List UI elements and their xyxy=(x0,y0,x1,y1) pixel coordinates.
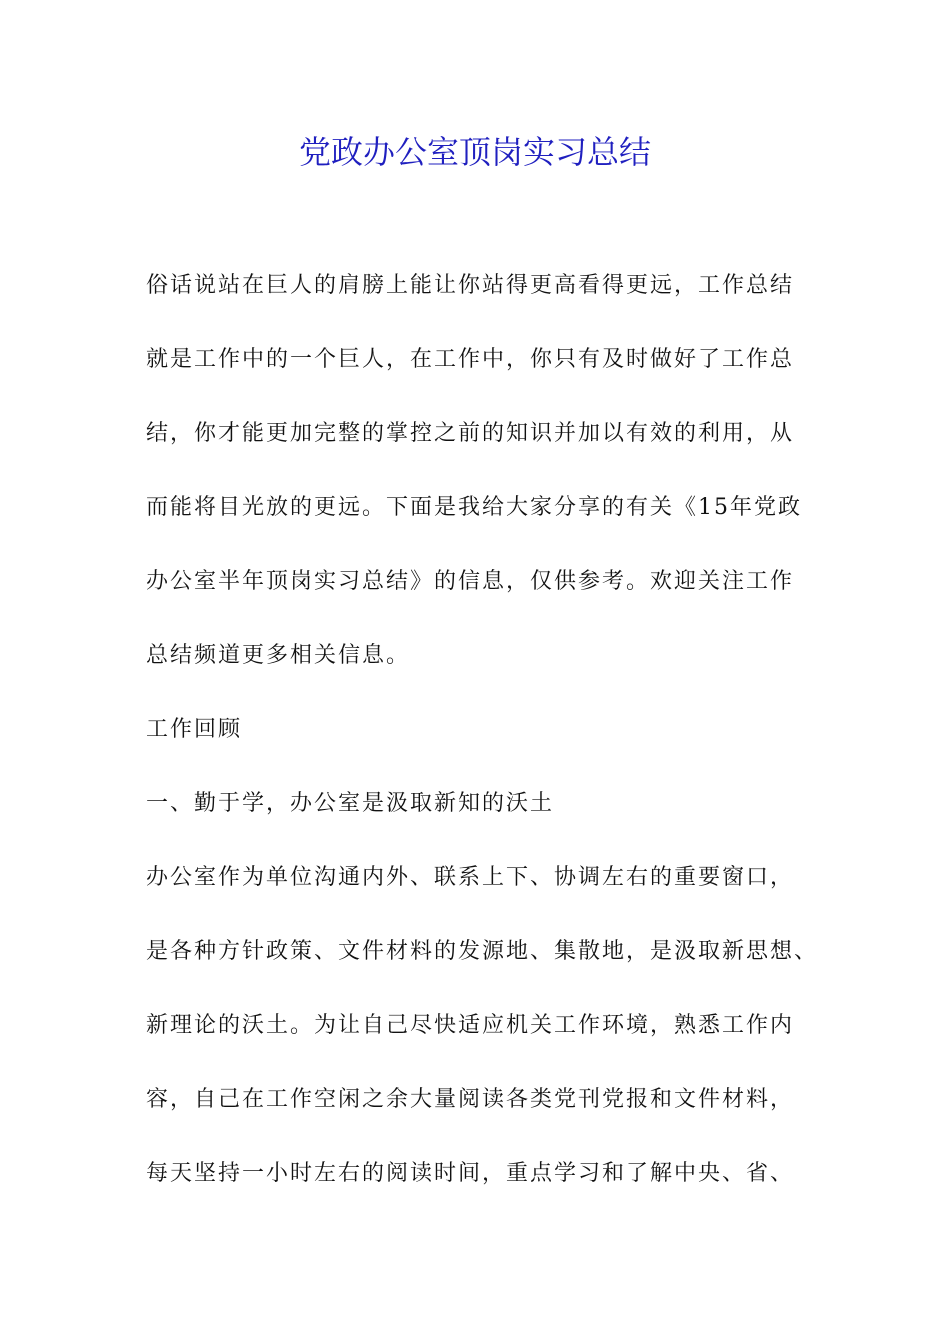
paragraph-line: 容，自己在工作空闲之余大量阅读各类党刊党报和文件材料， xyxy=(146,1087,795,1112)
paragraph-line: 新理论的沃土。为让自己尽快适应机关工作环境，熟悉工作内 xyxy=(146,1013,795,1038)
paragraph-line: 而能将目光放的更远。下面是我给大家分享的有关《15年党政 xyxy=(146,495,802,520)
paragraph-line: 俗话说站在巨人的肩膀上能让你站得更高看得更远，工作总结 xyxy=(146,273,795,298)
section-heading: 工作回顾 xyxy=(146,717,243,742)
subsection-heading: 一、勤于学，办公室是汲取新知的沃土 xyxy=(146,791,555,816)
paragraph-line: 办公室作为单位沟通内外、联系上下、协调左右的重要窗口， xyxy=(146,865,795,890)
document-title: 党政办公室顶岗实习总结 xyxy=(298,133,651,171)
paragraph-line: 总结频道更多相关信息。 xyxy=(146,643,411,668)
paragraph-line: 是各种方针政策、文件材料的发源地、集散地，是汲取新思想、 xyxy=(146,939,819,964)
paragraph-line: 办公室半年顶岗实习总结》的信息，仅供参考。欢迎关注工作 xyxy=(146,569,795,594)
paragraph-line: 就是工作中的一个巨人，在工作中，你只有及时做好了工作总 xyxy=(146,347,795,372)
paragraph-line: 结，你才能更加完整的掌控之前的知识并加以有效的利用，从 xyxy=(146,421,795,446)
paragraph-line: 每天坚持一小时左右的阅读时间，重点学习和了解中央、省、 xyxy=(146,1161,795,1186)
